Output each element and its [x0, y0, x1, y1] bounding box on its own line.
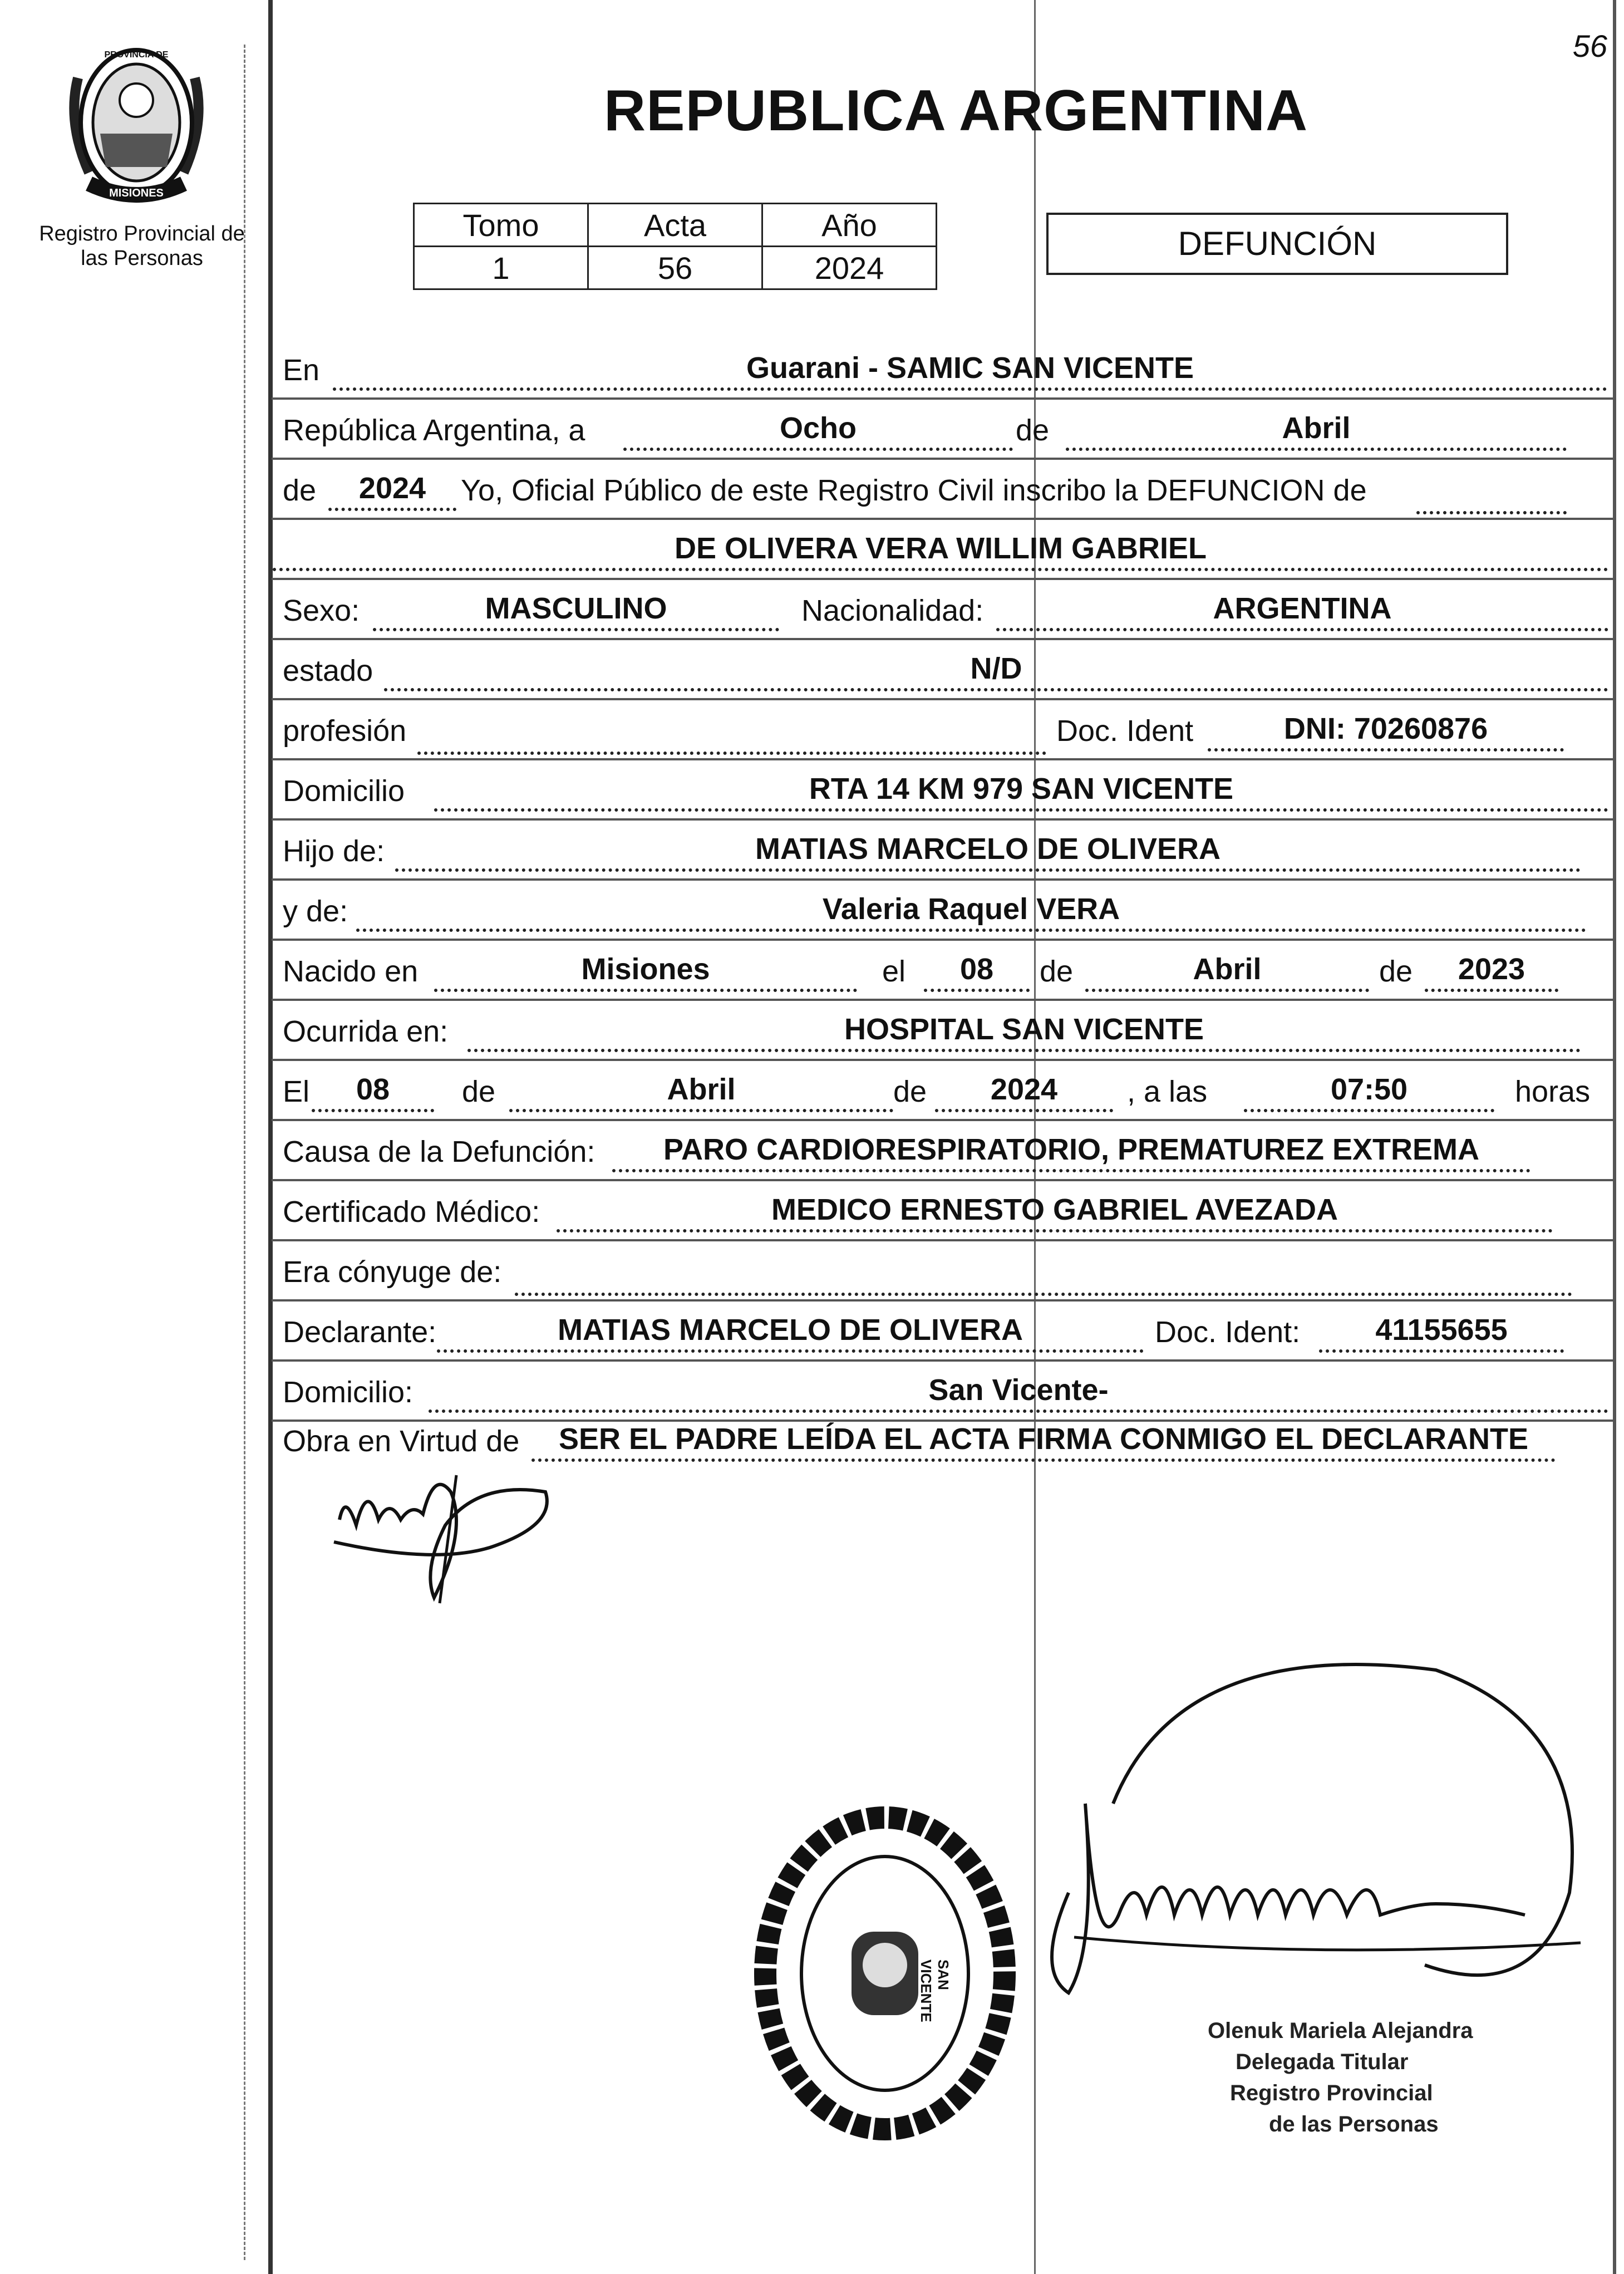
- domicilio2-label: Domicilio:: [283, 1376, 414, 1409]
- official-office-2: de las Personas: [1269, 2112, 1439, 2137]
- profesion-blank: [417, 711, 1046, 755]
- row-rule-3: [272, 518, 1613, 520]
- emblem-bottom-text: MISIONES: [109, 187, 164, 199]
- row-rule-16: [272, 1299, 1613, 1301]
- alas-label: , a las: [1127, 1075, 1208, 1108]
- page-title: REPUBLICA ARGENTINA: [604, 78, 1308, 143]
- birth-month: Abril: [1085, 952, 1369, 992]
- death-year: 2024: [935, 1072, 1113, 1112]
- declarante-value: MATIAS MARCELO DE OLIVERA: [437, 1313, 1144, 1353]
- birth-day: 08: [924, 952, 1030, 992]
- de-label-6: de: [893, 1075, 927, 1108]
- registry-line-1: Registro Provincial de: [39, 222, 245, 245]
- header-tomo: Tomo: [414, 204, 588, 247]
- left-dashed-rule: [244, 45, 245, 2260]
- row-rule-17: [272, 1359, 1613, 1362]
- left-margin-rule: [268, 0, 273, 2274]
- causa-label: Causa de la Defunción:: [283, 1135, 596, 1168]
- row-rule-8: [272, 818, 1613, 821]
- row-rule-1: [272, 397, 1613, 400]
- declarant-signature: [323, 1458, 579, 1614]
- ocurrida-value: HOSPITAL SAN VICENTE: [467, 1012, 1581, 1052]
- de-label-5: de: [462, 1075, 496, 1108]
- official-signature: [1035, 1603, 1614, 2060]
- ocurrida-label: Ocurrida en:: [283, 1015, 449, 1048]
- doc-ident-label: Doc. Ident: [1056, 714, 1194, 748]
- year-value: 2024: [328, 471, 456, 511]
- yo-blank: [1416, 471, 1567, 514]
- official-title: Delegada Titular: [1236, 2050, 1409, 2074]
- record-type-box: DEFUNCIÓN: [1046, 213, 1508, 275]
- estado-label: estado: [283, 654, 373, 687]
- stamp-text: SAN VICENTE: [918, 1959, 952, 2022]
- row-rule-4: [272, 578, 1613, 580]
- hijo-label: Hijo de:: [283, 834, 385, 868]
- row-rule-5: [272, 638, 1613, 640]
- registry-name: [22, 222, 262, 271]
- estado-value: N/D: [384, 651, 1608, 691]
- doc-ident-value: DNI: 70260876: [1208, 711, 1564, 752]
- value-acta: 56: [588, 247, 762, 289]
- row-rule-13: [272, 1119, 1613, 1121]
- row-rule-2: [272, 458, 1613, 460]
- row-rule-7: [272, 758, 1613, 760]
- cert-label: Certificado Médico:: [283, 1195, 540, 1229]
- province-emblem: [56, 33, 217, 212]
- row-rule-15: [272, 1239, 1613, 1241]
- nacionalidad-value: ARGENTINA: [996, 591, 1608, 631]
- official-name: Olenuk Mariela Alejandra: [1208, 2018, 1473, 2043]
- yde-label: y de:: [283, 895, 348, 928]
- header-anio: Año: [762, 204, 937, 247]
- registry-line-2: las Personas: [81, 247, 203, 270]
- domicilio-label: Domicilio: [283, 774, 405, 808]
- row-rule-10: [272, 939, 1613, 941]
- republica-label: República Argentina, a: [283, 414, 585, 447]
- birth-year: 2023: [1425, 952, 1558, 992]
- doc-ident2-label: Doc. Ident:: [1155, 1315, 1301, 1349]
- cert-value: MEDICO ERNESTO GABRIEL AVEZADA: [557, 1192, 1553, 1232]
- en-label: En: [283, 353, 320, 387]
- yde-value: Valeria Raquel VERA: [356, 892, 1586, 932]
- causa-value: PARO CARDIORESPIRATORIO, PREMATUREZ EXTREMA: [612, 1132, 1531, 1172]
- official-stamp: [751, 1804, 1018, 2143]
- death-month: Abril: [509, 1072, 893, 1112]
- sexo-label: Sexo:: [283, 594, 360, 627]
- doc-ident2-value: 41155655: [1319, 1313, 1564, 1353]
- value-anio: 2024: [762, 247, 937, 289]
- conyuge-label: Era cónyuge de:: [283, 1255, 502, 1289]
- deceased-name: DE OLIVERA VERA WILLIM GABRIEL: [273, 531, 1608, 571]
- record-table: [413, 203, 937, 290]
- month-value: Abril: [1066, 411, 1567, 451]
- emblem-top-text: PROVINCIA DE: [104, 50, 169, 60]
- death-time: 07:50: [1244, 1072, 1494, 1112]
- nacionalidad-label: Nacionalidad:: [801, 594, 984, 627]
- row-rule-9: [272, 878, 1613, 881]
- conyuge-blank: [515, 1253, 1572, 1296]
- page-number: 56: [1572, 28, 1607, 63]
- de-label-3: de: [1040, 955, 1074, 988]
- domicilio2-value: San Vicente-: [429, 1373, 1608, 1413]
- row-rule-12: [272, 1059, 1613, 1061]
- nacido-value: Misiones: [434, 952, 857, 992]
- de-label-1: de: [1016, 414, 1050, 447]
- official-name-block: [1208, 2015, 1519, 2140]
- en-value: Guarani - SAMIC SAN VICENTE: [333, 351, 1607, 391]
- row-rule-11: [272, 999, 1613, 1001]
- yo-text: Yo, Oficial Público de este Registro Civil inscribo la DEFUNCION de: [461, 474, 1367, 507]
- hijo-value: MATIAS MARCELO DE OLIVERA: [395, 832, 1581, 872]
- domicilio-value: RTA 14 KM 979 SAN VICENTE: [434, 772, 1608, 812]
- sexo-value: MASCULINO: [373, 591, 779, 631]
- el-label: el: [882, 955, 906, 988]
- obra-value: SER EL PADRE LEÍDA EL ACTA FIRMA CONMIGO EL DECLARANTE: [532, 1422, 1556, 1462]
- row-rule-6: [272, 698, 1613, 700]
- nacido-label: Nacido en: [283, 955, 419, 988]
- de-label-4: de: [1379, 955, 1413, 988]
- profesion-label: profesión: [283, 714, 407, 748]
- horas-label: horas: [1515, 1075, 1591, 1108]
- official-office: Registro Provincial: [1230, 2081, 1433, 2105]
- value-tomo: 1: [414, 247, 588, 289]
- row-rule-14: [272, 1179, 1613, 1181]
- death-day: 08: [312, 1072, 434, 1112]
- obra-label: Obra en Virtud de: [283, 1425, 520, 1458]
- de-label-2: de: [283, 474, 317, 507]
- declarante-label: Declarante:: [283, 1315, 437, 1349]
- header-acta: Acta: [588, 204, 762, 247]
- day-word: Ocho: [623, 411, 1013, 451]
- el2-label: El: [283, 1075, 310, 1108]
